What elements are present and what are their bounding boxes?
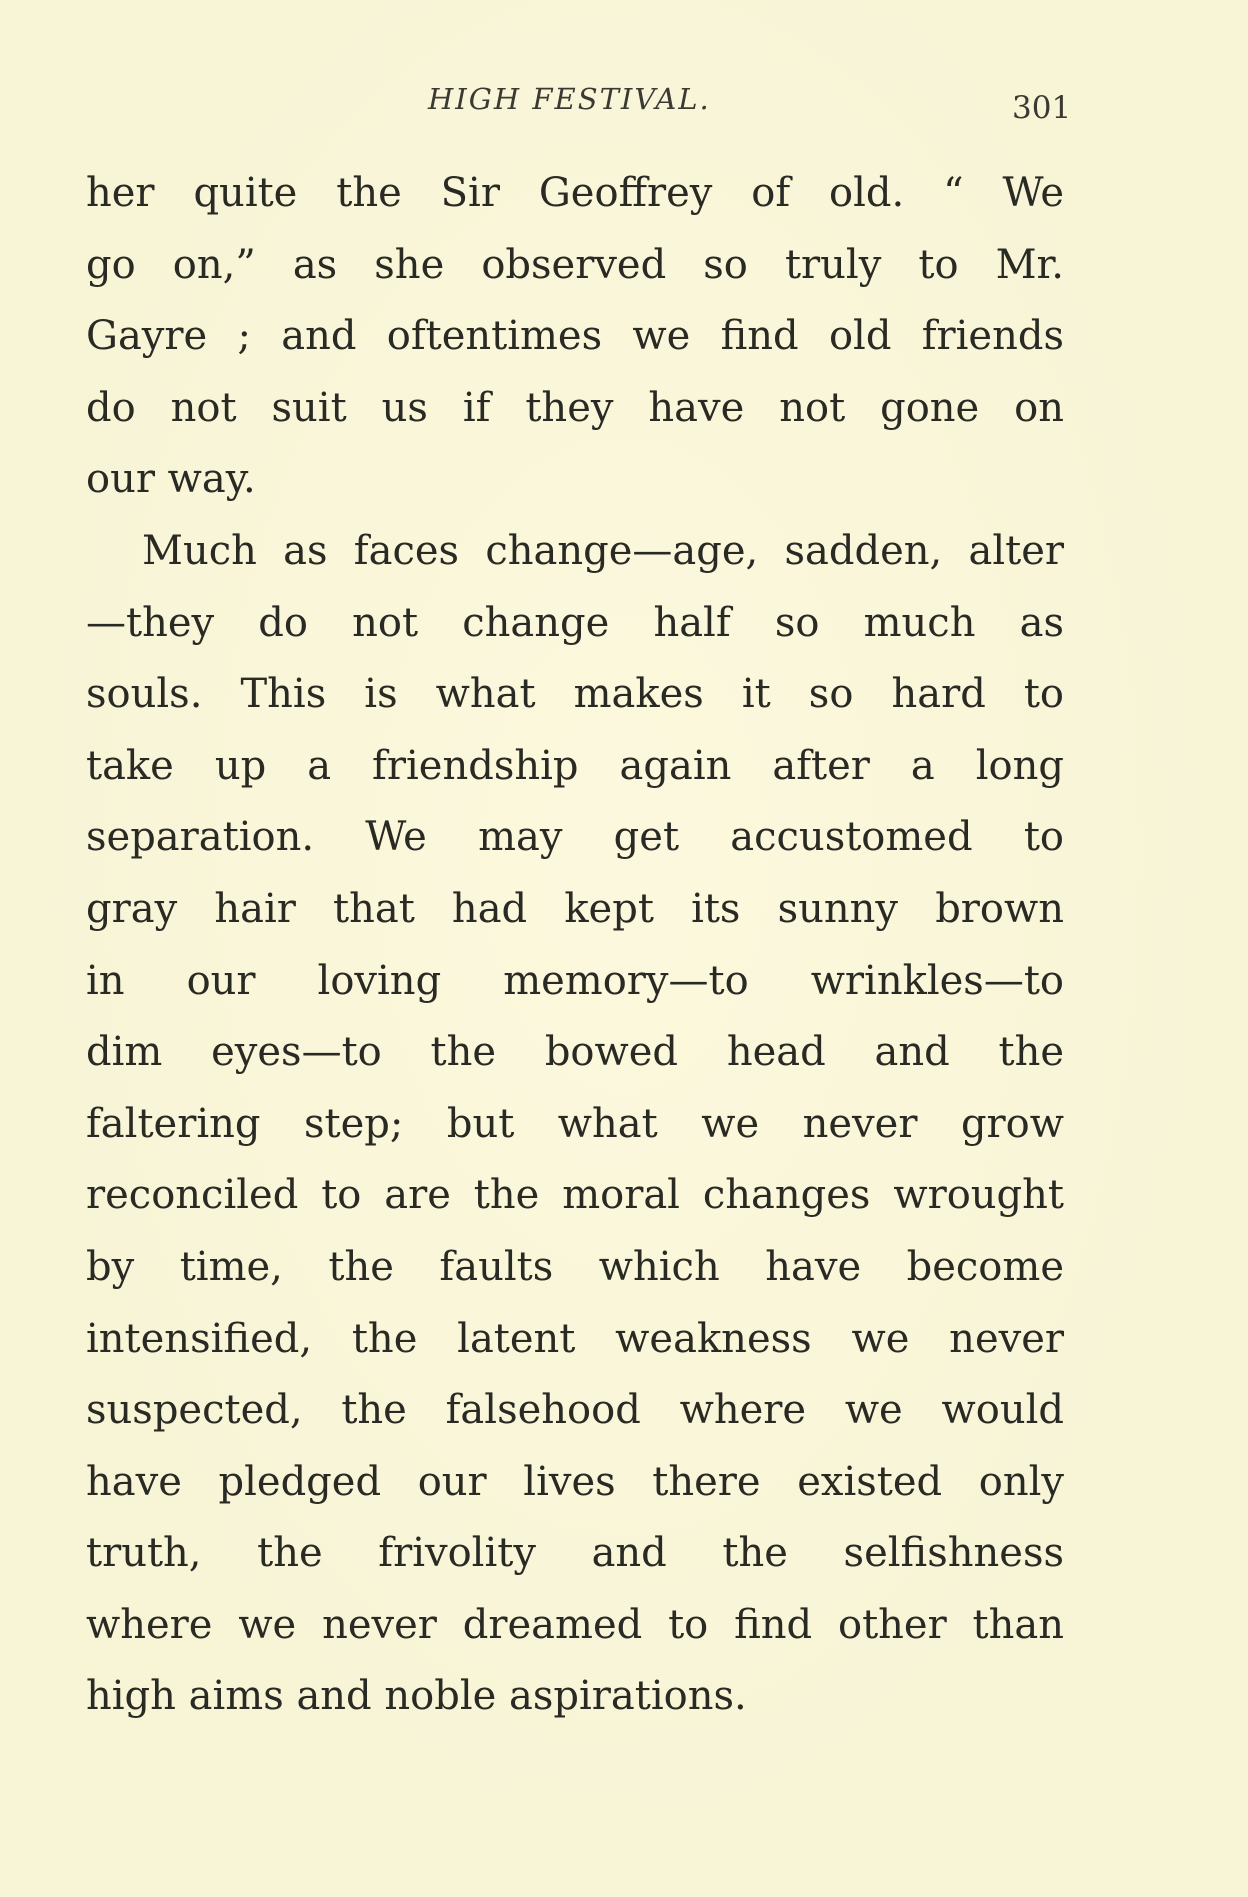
text-line: intensified, the latent weakness we never bbox=[86, 1315, 1064, 1362]
text-line: where we never dreamed to find other than bbox=[86, 1601, 1064, 1648]
text-line: suspected, the falsehood where we would bbox=[86, 1387, 1064, 1434]
text-line: —they do not change half so much as bbox=[86, 599, 1064, 646]
running-head-title: HIGH FESTIVAL. bbox=[428, 82, 711, 116]
text-line: Gayre ; and oftentimes we find old friends bbox=[86, 313, 1064, 360]
text-line: Much as faces change—age, sadden, alter bbox=[142, 527, 1064, 574]
text-line: gray hair that had kept its sunny brown bbox=[86, 885, 1064, 932]
text-line: faltering step; but what we never grow bbox=[86, 1100, 1064, 1147]
text-line: truth, the frivolity and the selfishness bbox=[86, 1530, 1064, 1577]
page-number: 301 bbox=[1012, 90, 1072, 126]
paragraph-1 bbox=[86, 158, 1064, 516]
text-line: do not suit us if they have not gone on bbox=[86, 384, 1064, 431]
text-line: her quite the Sir Geoffrey of old. “ We bbox=[86, 170, 1064, 216]
text-line: take up a friendship again after a long bbox=[86, 742, 1064, 789]
text-line: go on,” as she observed so truly to Mr. bbox=[86, 241, 1064, 288]
text-line: have pledged our lives there existed only bbox=[86, 1458, 1064, 1505]
text-line: by time, the faults which have become bbox=[86, 1243, 1064, 1290]
text-line: dim eyes—to the bowed head and the bbox=[86, 1029, 1064, 1076]
text-line: our way. bbox=[86, 456, 256, 503]
text-line: separation. We may get accustomed to bbox=[86, 814, 1064, 861]
text-line: reconciled to are the moral changes wrought bbox=[86, 1172, 1064, 1219]
running-head bbox=[0, 78, 1248, 126]
body-text bbox=[86, 158, 1064, 1733]
text-line: souls. This is what makes it so hard to bbox=[86, 671, 1064, 718]
text-line: in our loving memory—to wrinkles—to bbox=[86, 957, 1064, 1004]
text-line: high aims and noble aspirations. bbox=[86, 1673, 747, 1720]
paragraph-2 bbox=[86, 516, 1064, 1733]
